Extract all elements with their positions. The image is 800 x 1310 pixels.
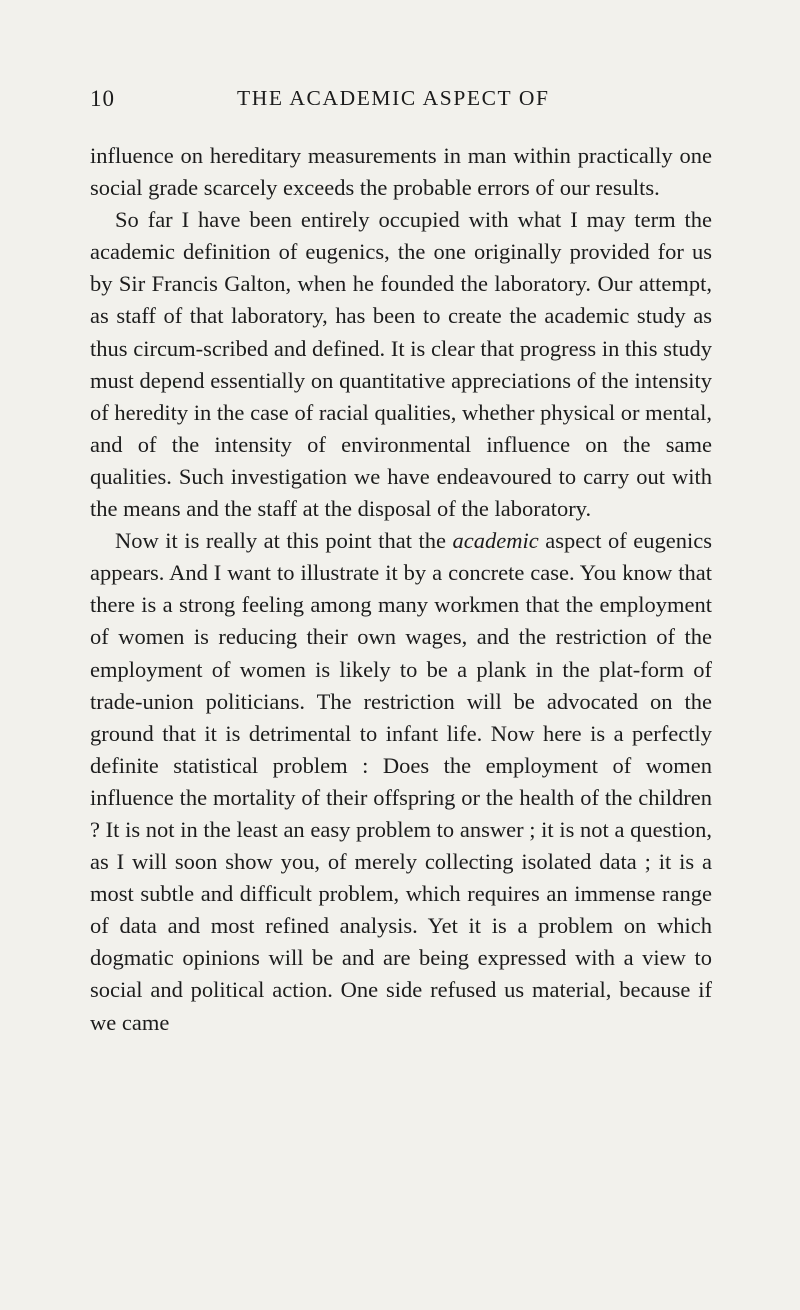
italic-emphasis: academic [452,528,539,554]
paragraph-3-lead: Now it is really at this point that the [115,528,453,554]
running-head: THE ACADEMIC ASPECT OF [237,86,550,110]
paragraph-3 [90,525,712,1039]
paragraph-2: So far I have been entirely occupied with what I may term the academic definition of eugenics, the one originally provided for us by Sir Francis Galton, when he founded the laboratory. Our attempt, as staff of that laboratory, has been to create the academic study as thus circum-scribed and defined. It is clear that progress in this study must depend essentially on quantitative appreciations of the intensity of heredity in the case of racial qualities, whether physical or mental, and of the intensity of environmental influence on the same qualities. Such investigation we have endeavoured to carry out with the means and the staff at the disposal of the laboratory. [90,207,712,522]
page-header [90,86,712,118]
page-number: 10 [90,86,115,111]
paragraph-3-rest: aspect of eugenics appears. And I want to illustrate it by a concrete case. You know that there is a strong feeling among many workmen that the employment of women is reducing their own wages, and the restriction of the employment of women is likely to be a plank in the plat-form of trade-union politicians. The restriction will be advocated on the ground that it is detrimental to infant life. Now here is a perfectly definite statistical problem : Does the employment of women influence the mortality of their offspring or the health of the children ? It is not in the least an easy problem to answer ; it is not a question, as I will soon show you, of merely collecting isolated data ; it is a most subtle and difficult problem, which requires an immense range of data and most refined analysis. Yet it is a problem on which dogmatic opinions will be and are being expressed with a view to social and political action. One side refused us material, because if we came [90,528,712,1035]
body-text [90,140,712,1039]
paragraph-1: influence on hereditary measurements in man within practically one social grade scarcely exceeds the probable errors of our results. [90,143,712,201]
